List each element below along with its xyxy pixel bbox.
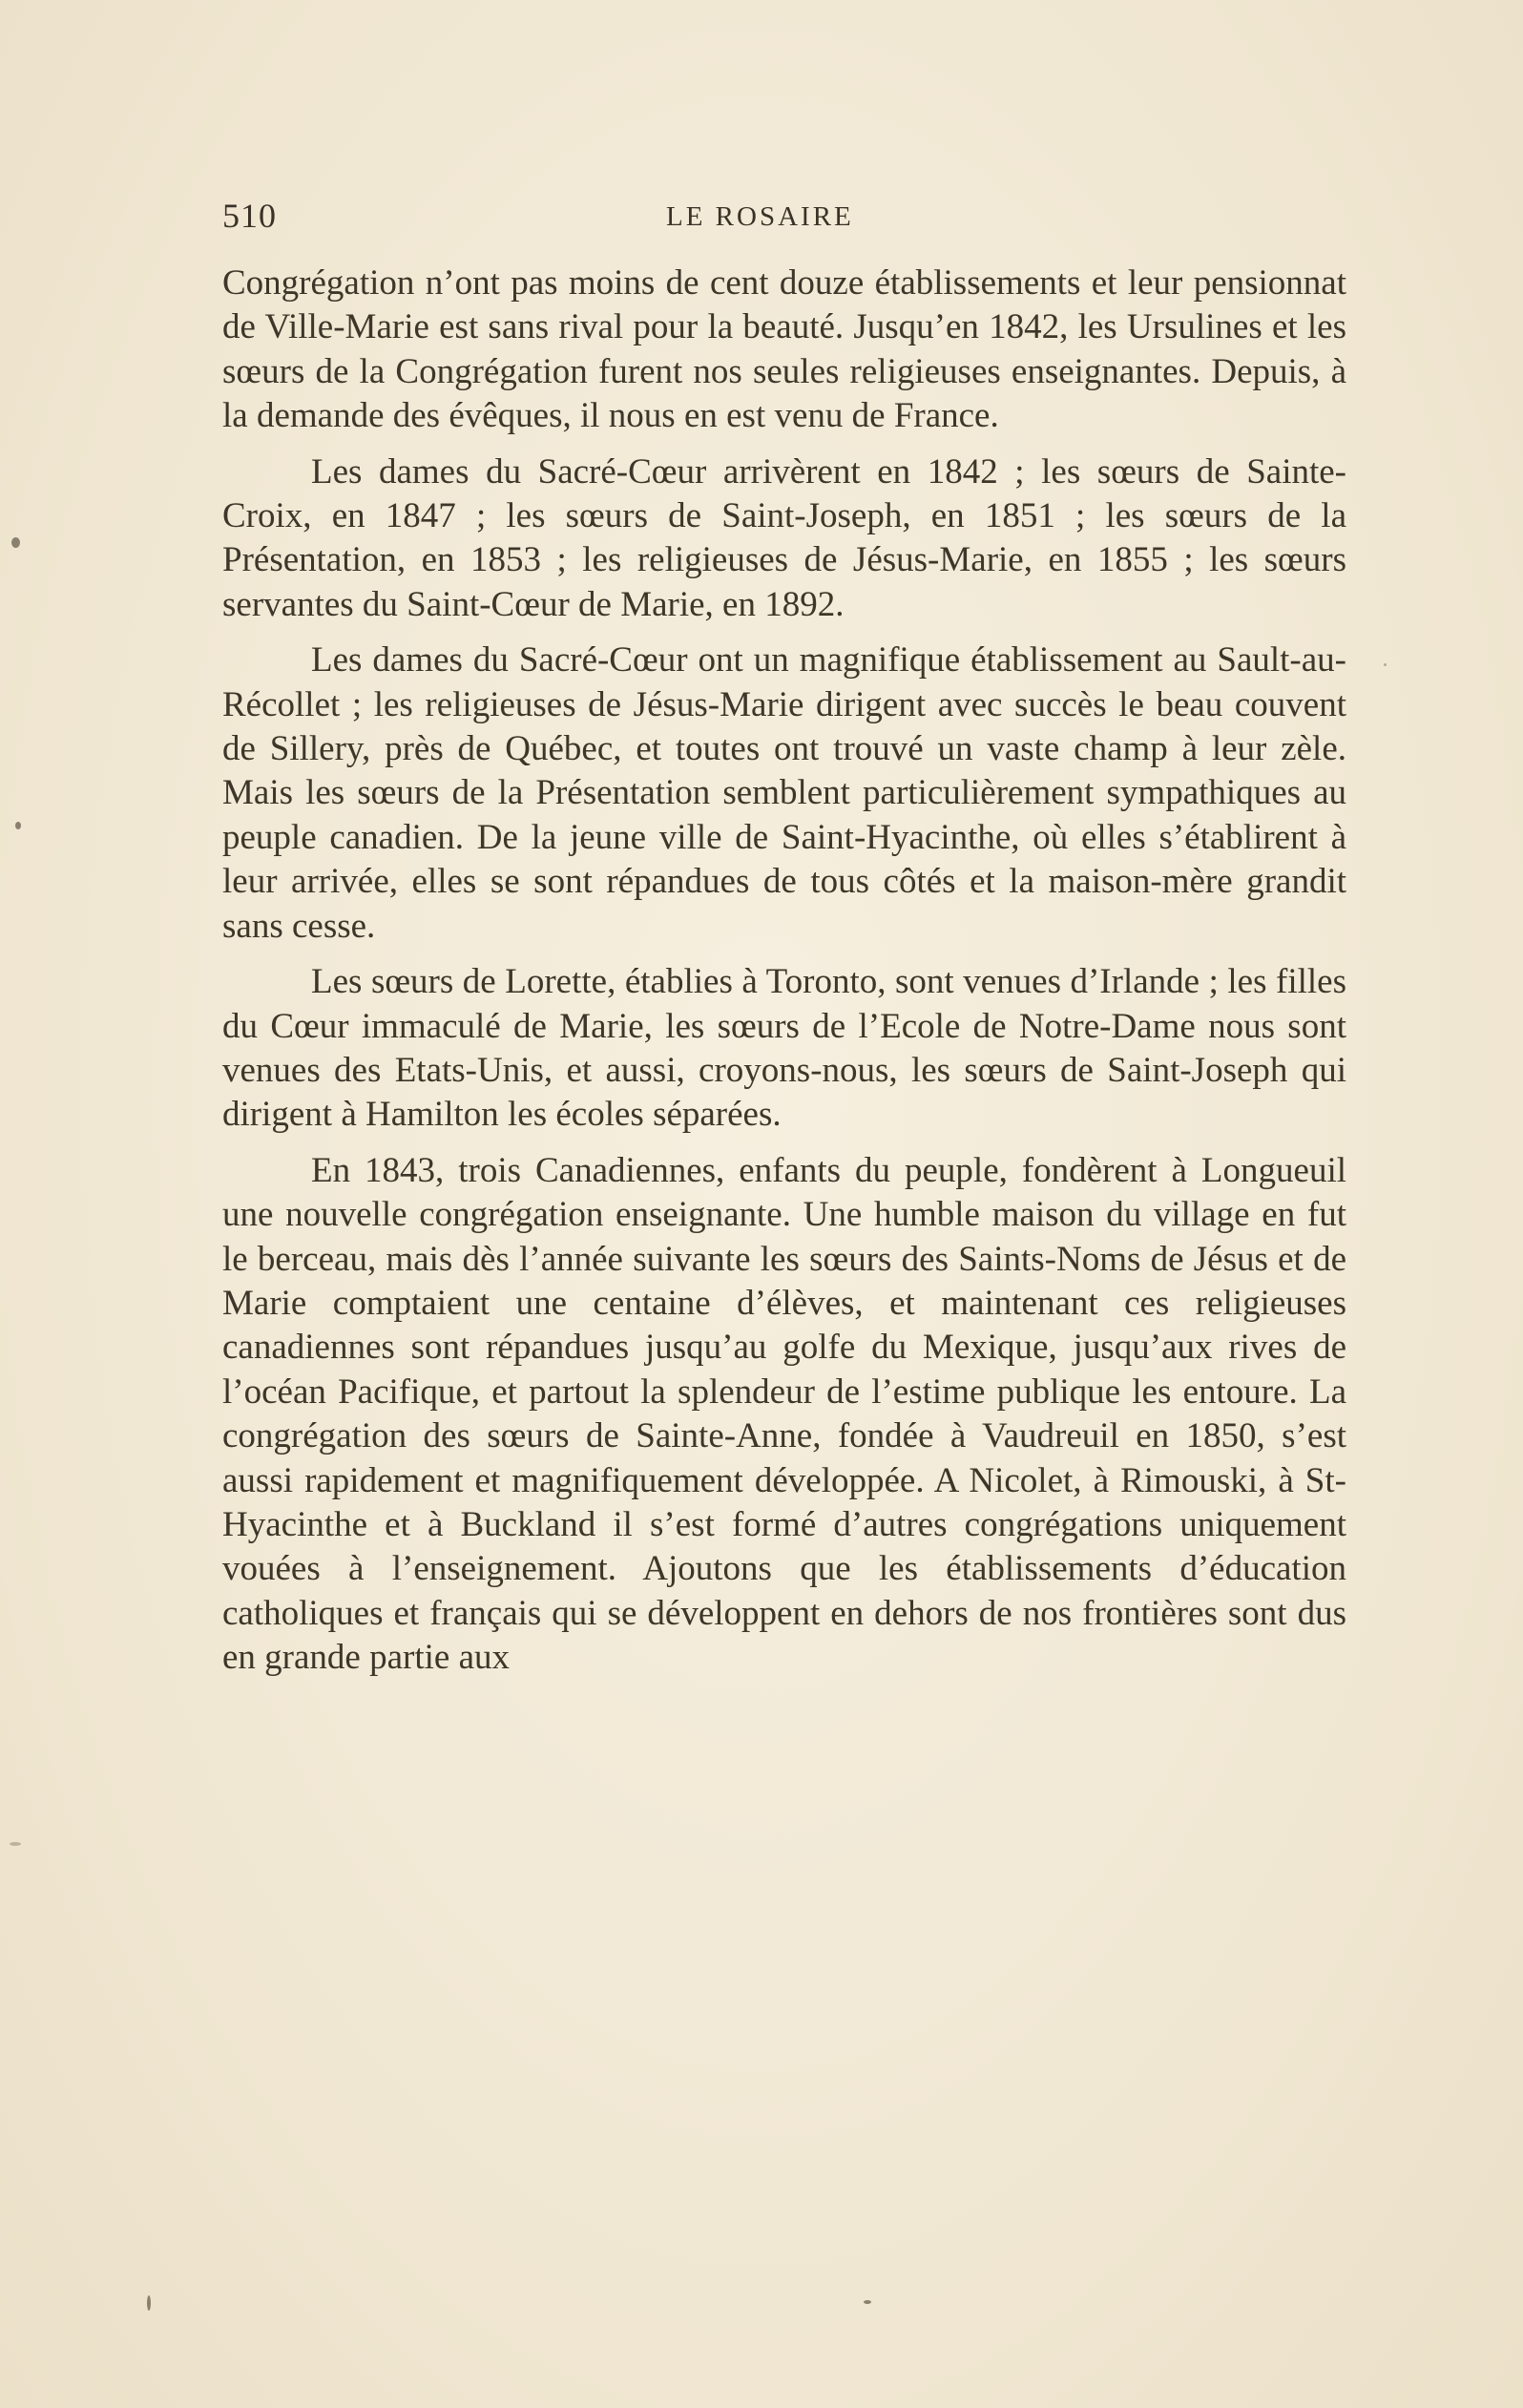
page-number: 510 xyxy=(222,197,277,235)
paragraph: Les dames du Sacré-Cœur ont un magnifique établissement au Sault-au-Récollet ; les religieuses de Jésus-Marie dirigent avec succès le beau couvent de Sillery, près de Québec, et toutes ont trouvé un vaste champ à leur zèle. Mais les sœurs de la Présentation semblent particulièrement sympathiques au peuple canadien. De la jeune ville de Saint-Hyacinthe, où elles s’établirent à leur arrivée, elles se sont répandues de tous côtés et la maison-mère grandit sans cesse. xyxy=(222,640,1346,946)
paper-speck xyxy=(11,537,20,548)
paragraph: Congrégation n’ont pas moins de cent douze établissements et leur pensionnat de Ville-Marie est sans rival pour la beauté. Jusqu’en 1842, les Ursulines et les sœurs de la Congrégation furent nos seules religieuses enseignantes. Depuis, à la demande des évêques, il nous en est venu de France. xyxy=(222,263,1346,436)
paper-speck xyxy=(1384,663,1387,666)
paper-speck xyxy=(147,2295,151,2311)
page-header xyxy=(222,196,1346,243)
paragraph: Les dames du Sacré-Cœur arrivèrent en 1842 ; les sœurs de Sainte-Croix, en 1847 ; les sœurs de Saint-Joseph, en 1851 ; les sœurs de la Présentation, en 1853 ; les religieuses de Jésus-Marie, en 1855 ; les sœurs servantes du Saint-Cœur de Marie, en 1892. xyxy=(222,451,1346,624)
paragraph: Les sœurs de Lorette, établies à Toronto, sont venues d’Irlande ; les filles du Cœur immaculé de Marie, les sœurs de l’Ecole de Notre-Dame nous sont venues des Etats-Unis, et aussi, croyons-nous, les sœurs de Saint-Joseph qui dirigent à Hamilton les écoles séparées. xyxy=(222,962,1346,1135)
paper-speck xyxy=(15,822,21,829)
body-text xyxy=(222,262,1346,1692)
running-title: LE ROSAIRE xyxy=(666,201,854,232)
paragraph: En 1843, trois Canadiennes, enfants du peuple, fondèrent à Longueuil une nouvelle congrégation enseignante. Une humble maison du village en fut le berceau, mais dès l’année suivante les sœurs des Saints-Noms de Jésus et de Marie comptaient une centaine d’élèves, et maintenant ces religieuses canadiennes sont répandues jusqu’au golfe du Mexique, jusqu’aux rives de l’océan Pacifique, et partout la splendeur de l’estime publique les entoure. La congrégation des sœurs de Sainte-Anne, fondée à Vaudreuil en 1850, s’est aussi rapidement et magnifiquement développée. A Nicolet, à Rimouski, à St-Hyacinthe et à Buckland il s’est formé d’autres congrégations uniquement vouées à l’enseignement. Ajoutons que les établissements d’éducation catholiques et français qui se développent en dehors de nos frontières sont dus en grande partie aux xyxy=(222,1150,1346,1678)
paper-speck xyxy=(864,2300,871,2304)
paper-speck xyxy=(10,1842,21,1846)
